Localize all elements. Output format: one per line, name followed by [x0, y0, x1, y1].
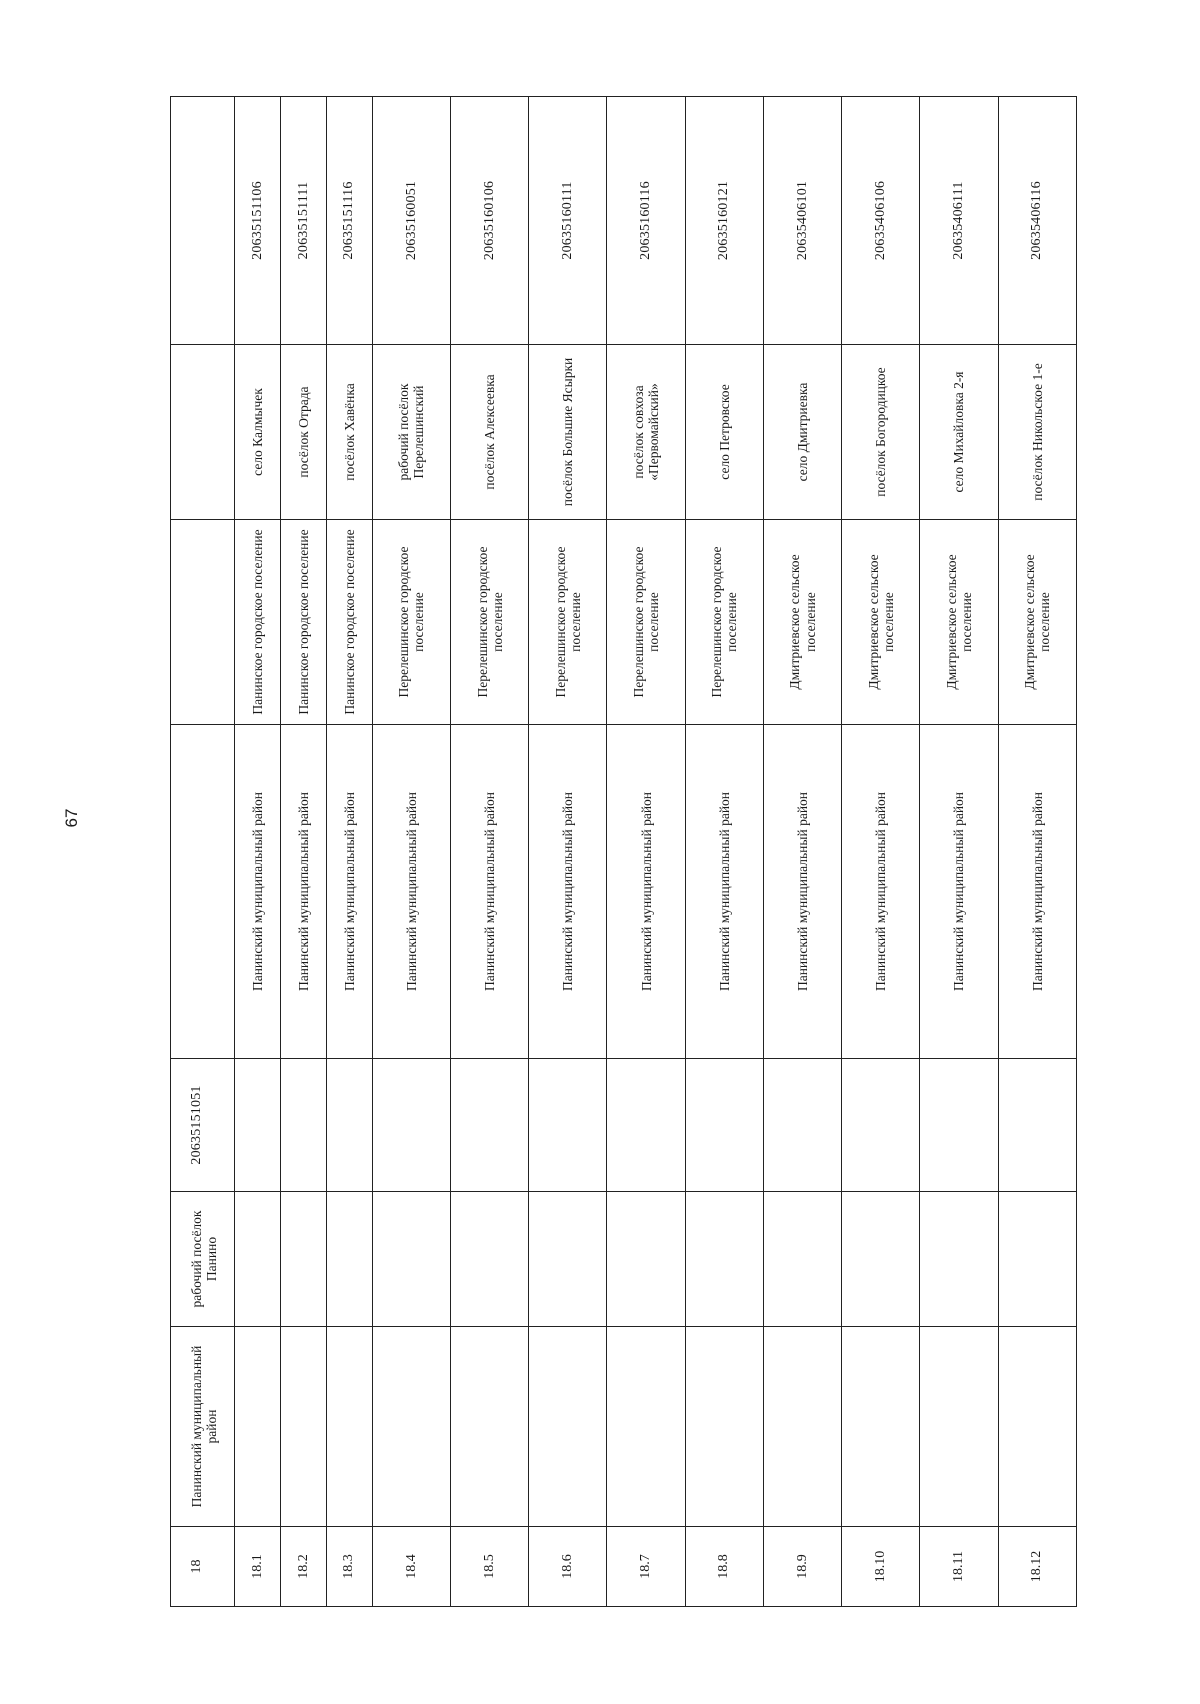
empty-district-cell: [235, 1327, 281, 1527]
empty-center-code-cell: [685, 1059, 763, 1192]
empty-center-name-cell: [280, 1192, 326, 1327]
empty-center-name-cell: [685, 1192, 763, 1327]
row-number-cell: 18.7: [607, 1527, 685, 1607]
locality-cell: село Дмитриевка: [763, 345, 841, 520]
oktmo-code-cell: 20635160116: [607, 97, 685, 345]
row-number-cell: 18.12: [998, 1527, 1076, 1607]
table-row: [685, 97, 763, 1607]
settlement-cell: Дмитриевское сельское поселение: [998, 520, 1076, 725]
empty-center-code-cell: [998, 1059, 1076, 1192]
row-number-cell: 18.4: [372, 1527, 450, 1607]
rotated-table-sheet: [170, 97, 1077, 1607]
locality-cell: посёлок Алексеевка: [451, 345, 529, 520]
header-locality-code: [171, 97, 235, 345]
settlement-cell: Перелешинское городское поселение: [451, 520, 529, 725]
table-row: [326, 97, 372, 1607]
settlement-cell: Дмитриевское сельское поселение: [842, 520, 920, 725]
empty-center-name-cell: [607, 1192, 685, 1327]
empty-district-cell: [920, 1327, 998, 1527]
empty-center-code-cell: [529, 1059, 607, 1192]
empty-center-name-cell: [763, 1192, 841, 1327]
municipal-district-cell: Панинский муниципальный район: [607, 725, 685, 1059]
empty-center-code-cell: [372, 1059, 450, 1192]
settlement-cell: Перелешинское городское поселение: [607, 520, 685, 725]
empty-center-code-cell: [235, 1059, 281, 1192]
settlement-cell: Перелешинское городское поселение: [685, 520, 763, 725]
table-row: [451, 97, 529, 1607]
empty-center-code-cell: [607, 1059, 685, 1192]
header-municipal-district: [171, 725, 235, 1059]
oktmo-code-cell: 20635160051: [372, 97, 450, 345]
oktmo-code-cell: 20635151111: [280, 97, 326, 345]
municipal-district-cell: Панинский муниципальный район: [763, 725, 841, 1059]
table-row: [763, 97, 841, 1607]
table-row: [842, 97, 920, 1607]
table-row: [372, 97, 450, 1607]
locality-cell: посёлок Богородицкое: [842, 345, 920, 520]
settlement-cell: Перелешинское городское поселение: [372, 520, 450, 725]
empty-district-cell: [607, 1327, 685, 1527]
empty-center-name-cell: [998, 1192, 1076, 1327]
oktmo-code-cell: 20635160121: [685, 97, 763, 345]
settlement-cell: Дмитриевское сельское поселение: [920, 520, 998, 725]
locality-cell: посёлок Большие Ясырки: [529, 345, 607, 520]
header-center-name: рабочий посёлок Панино: [171, 1192, 235, 1327]
oktmo-code-cell: 20635406101: [763, 97, 841, 345]
settlement-cell: Дмитриевское сельское поселение: [763, 520, 841, 725]
empty-center-name-cell: [451, 1192, 529, 1327]
oktmo-code-cell: 20635406106: [842, 97, 920, 345]
locality-cell: село Петровское: [685, 345, 763, 520]
locality-cell: село Калмычек: [235, 345, 281, 520]
empty-district-cell: [280, 1327, 326, 1527]
empty-center-name-cell: [235, 1192, 281, 1327]
settlement-cell: Панинское городское поселение: [326, 520, 372, 725]
empty-center-name-cell: [326, 1192, 372, 1327]
locality-cell: рабочий посёлок Перелешинский: [372, 345, 450, 520]
header-district: Панинский муниципальный район: [171, 1327, 235, 1527]
empty-center-name-cell: [372, 1192, 450, 1327]
municipal-table: [170, 96, 1077, 1607]
table-row: [280, 97, 326, 1607]
oktmo-code-cell: 20635160111: [529, 97, 607, 345]
oktmo-code-cell: 20635406111: [920, 97, 998, 345]
oktmo-code-cell: 20635151106: [235, 97, 281, 345]
locality-cell: посёлок Никольское 1-е: [998, 345, 1076, 520]
empty-district-cell: [763, 1327, 841, 1527]
empty-district-cell: [326, 1327, 372, 1527]
municipal-district-cell: Панинский муниципальный район: [280, 725, 326, 1059]
table-header-row: [171, 97, 235, 1607]
municipal-district-cell: Панинский муниципальный район: [235, 725, 281, 1059]
table-row: [235, 97, 281, 1607]
header-settlement: [171, 520, 235, 725]
settlement-cell: Перелешинское городское поселение: [529, 520, 607, 725]
empty-district-cell: [529, 1327, 607, 1527]
table-frame: [170, 97, 1077, 1607]
row-number-cell: 18.11: [920, 1527, 998, 1607]
empty-center-code-cell: [451, 1059, 529, 1192]
empty-center-code-cell: [763, 1059, 841, 1192]
row-number-cell: 18.6: [529, 1527, 607, 1607]
table-row: [998, 97, 1076, 1607]
settlement-cell: Панинское городское поселение: [235, 520, 281, 725]
municipal-district-cell: Панинский муниципальный район: [451, 725, 529, 1059]
empty-center-code-cell: [280, 1059, 326, 1192]
empty-center-code-cell: [842, 1059, 920, 1192]
municipal-district-cell: Панинский муниципальный район: [326, 725, 372, 1059]
empty-district-cell: [842, 1327, 920, 1527]
locality-cell: посёлок Хавёнка: [326, 345, 372, 520]
empty-center-name-cell: [920, 1192, 998, 1327]
header-locality: [171, 345, 235, 520]
row-number-cell: 18.8: [685, 1527, 763, 1607]
empty-center-name-cell: [842, 1192, 920, 1327]
locality-cell: село Михайловка 2-я: [920, 345, 998, 520]
empty-center-code-cell: [920, 1059, 998, 1192]
row-number-cell: 18.3: [326, 1527, 372, 1607]
table-row: [920, 97, 998, 1607]
row-number-cell: 18.5: [451, 1527, 529, 1607]
oktmo-code-cell: 20635151116: [326, 97, 372, 345]
municipal-district-cell: Панинский муниципальный район: [685, 725, 763, 1059]
municipal-district-cell: Панинский муниципальный район: [998, 725, 1076, 1059]
row-number-cell: 18.10: [842, 1527, 920, 1607]
table-row: [607, 97, 685, 1607]
oktmo-code-cell: 20635160106: [451, 97, 529, 345]
municipal-district-cell: Панинский муниципальный район: [842, 725, 920, 1059]
oktmo-code-cell: 20635406116: [998, 97, 1076, 345]
municipal-district-cell: Панинский муниципальный район: [529, 725, 607, 1059]
locality-cell: посёлок совхоза «Первомайский»: [607, 345, 685, 520]
row-number-cell: 18.2: [280, 1527, 326, 1607]
municipal-district-cell: Панинский муниципальный район: [372, 725, 450, 1059]
settlement-cell: Панинское городское поселение: [280, 520, 326, 725]
header-center-code: 20635151051: [171, 1059, 235, 1192]
page-number: 67: [62, 808, 81, 828]
empty-district-cell: [372, 1327, 450, 1527]
locality-cell: посёлок Отрада: [280, 345, 326, 520]
empty-center-code-cell: [326, 1059, 372, 1192]
empty-district-cell: [685, 1327, 763, 1527]
header-number: 18: [171, 1527, 235, 1607]
empty-center-name-cell: [529, 1192, 607, 1327]
row-number-cell: 18.9: [763, 1527, 841, 1607]
row-number-cell: 18.1: [235, 1527, 281, 1607]
empty-district-cell: [998, 1327, 1076, 1527]
table-row: [529, 97, 607, 1607]
municipal-district-cell: Панинский муниципальный район: [920, 725, 998, 1059]
empty-district-cell: [451, 1327, 529, 1527]
